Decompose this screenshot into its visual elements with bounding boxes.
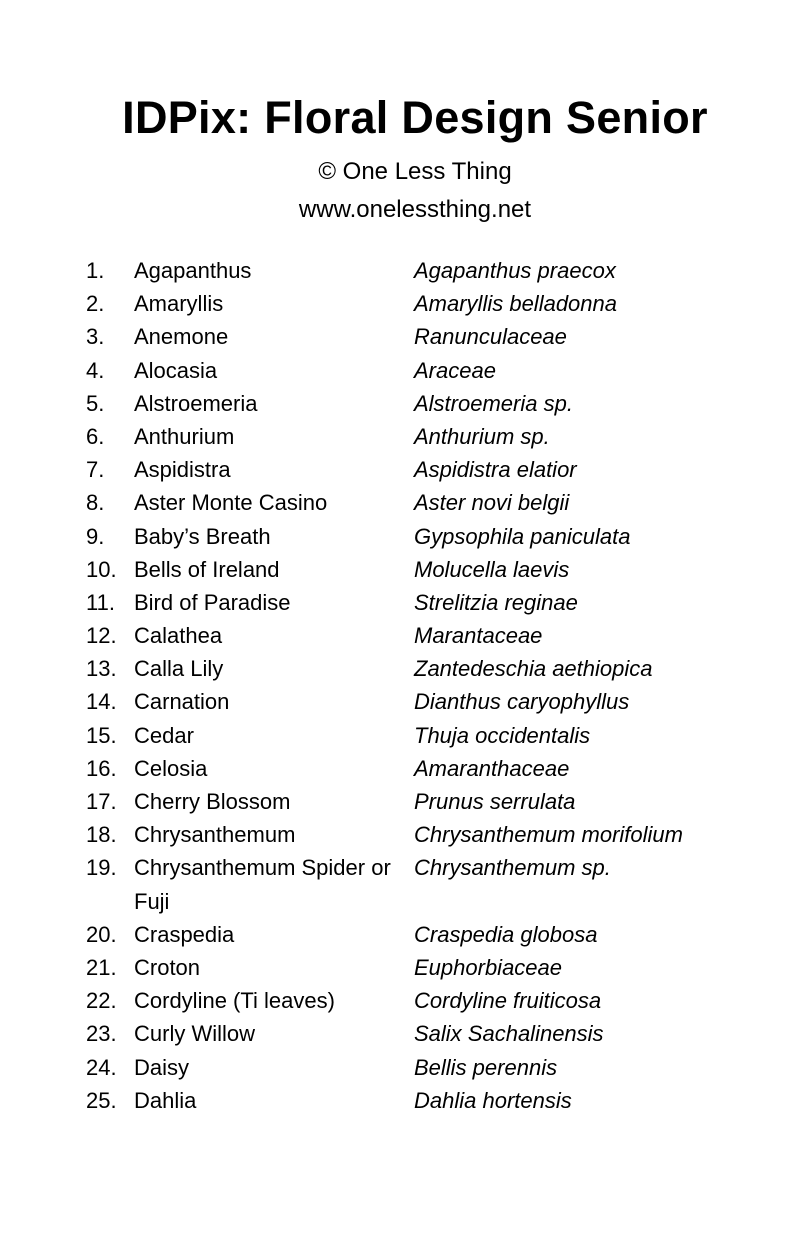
list-item <box>86 619 786 652</box>
common-name: Craspedia <box>134 921 235 947</box>
scientific-name: Gypsophila paniculata <box>414 523 631 549</box>
item-number: 19. <box>86 855 117 881</box>
list-item <box>86 752 786 785</box>
common-name: Baby’s Breath <box>134 523 271 549</box>
common-name: Dahlia <box>134 1087 197 1113</box>
list-item <box>86 818 786 851</box>
list-item <box>86 652 786 685</box>
list-item <box>86 486 786 519</box>
list-item <box>86 851 786 917</box>
scientific-name: Zantedeschia aethiopica <box>414 656 653 682</box>
scientific-name: Molucella laevis <box>414 556 570 582</box>
item-number: 10. <box>86 556 117 582</box>
common-name: Calla Lily <box>134 656 224 682</box>
common-name: Croton <box>134 954 201 980</box>
item-number: 23. <box>86 1021 117 1047</box>
item-number: 5. <box>86 390 105 416</box>
item-number: 12. <box>86 623 117 649</box>
common-name: Celosia <box>134 755 208 781</box>
common-name: Agapanthus <box>134 258 252 283</box>
website-url: www.onelessthing.net <box>298 196 532 223</box>
scientific-name: Euphorbiaceae <box>414 954 563 980</box>
common-name: Anthurium <box>134 423 235 449</box>
list-item <box>86 354 786 387</box>
list-item <box>86 951 786 984</box>
list-item <box>86 320 786 353</box>
scientific-name: Aspidistra elatior <box>414 457 577 483</box>
item-number: 1. <box>86 258 105 283</box>
scientific-name: Anthurium sp. <box>414 423 550 449</box>
common-name: Bells of Ireland <box>134 556 280 582</box>
scientific-name: Dianthus caryophyllus <box>414 689 630 715</box>
list-item <box>86 287 786 320</box>
scientific-name: Araceae <box>414 357 496 383</box>
list-item <box>86 918 786 951</box>
item-number: 20. <box>86 921 117 947</box>
scientific-name: Aster novi belgii <box>414 490 570 516</box>
scientific-name: Agapanthus praecox <box>414 258 616 283</box>
page-title: IDPix: Floral Design Senior <box>122 92 708 143</box>
list-item <box>86 453 786 486</box>
item-number: 11. <box>86 589 115 615</box>
list-item <box>86 785 786 818</box>
item-number: 21. <box>86 954 117 980</box>
scientific-name: Strelitzia reginae <box>414 589 578 615</box>
item-number: 8. <box>86 490 105 516</box>
common-name: Daisy <box>134 1054 190 1080</box>
scientific-name: Cordyline fruiticosa <box>414 988 602 1014</box>
list-item <box>86 685 786 718</box>
list-item <box>86 387 786 420</box>
list-item <box>86 1084 786 1117</box>
item-number: 22. <box>86 988 117 1014</box>
scientific-name: Thuja occidentalis <box>414 722 591 748</box>
list-item <box>86 553 786 586</box>
scientific-name: Amaranthaceae <box>414 755 570 781</box>
item-number: 13. <box>86 656 117 682</box>
list-item <box>86 420 786 453</box>
item-number: 15. <box>86 722 117 748</box>
item-number: 14. <box>86 689 117 715</box>
scientific-name: Chrysanthemum morifolium <box>414 822 683 848</box>
common-name: Alocasia <box>134 357 218 383</box>
copyright-line: © One Less Thing <box>318 158 512 185</box>
list-item <box>86 520 786 553</box>
scientific-name: Bellis perennis <box>414 1054 558 1080</box>
scientific-name: Marantaceae <box>414 623 543 649</box>
common-name: Curly Willow <box>134 1021 255 1047</box>
item-number: 6. <box>86 423 105 449</box>
scientific-name: Chrysanthemum sp. <box>414 855 611 881</box>
item-number: 7. <box>86 457 105 483</box>
common-name: Bird of Paradise <box>134 589 291 615</box>
list-item <box>86 984 786 1017</box>
list-item <box>86 719 786 752</box>
list-item <box>86 1051 786 1084</box>
item-number: 2. <box>86 291 105 317</box>
common-name: Alstroemeria <box>134 390 258 416</box>
item-number: 4. <box>86 357 105 383</box>
common-name: Cordyline (Ti leaves) <box>134 988 335 1014</box>
plant-list <box>86 254 786 1117</box>
scientific-name: Prunus serrulata <box>414 789 576 814</box>
list-item <box>86 586 786 619</box>
scientific-name: Alstroemeria sp. <box>414 390 573 416</box>
common-name: Calathea <box>134 623 223 649</box>
item-number: 3. <box>86 324 105 350</box>
common-name: Chrysanthemum <box>134 822 296 848</box>
list-item <box>86 254 786 287</box>
list-item <box>86 1017 786 1050</box>
item-number: 16. <box>86 755 117 781</box>
scientific-name: Craspedia globosa <box>414 921 598 947</box>
common-name: Aspidistra <box>134 457 231 483</box>
scientific-name: Dahlia hortensis <box>414 1087 572 1113</box>
scientific-name: Ranunculaceae <box>414 324 567 350</box>
common-name: Cherry Blossom <box>134 789 291 814</box>
common-name: Cedar <box>134 722 194 748</box>
item-number: 25. <box>86 1087 117 1113</box>
item-number: 24. <box>86 1054 117 1080</box>
common-name: Carnation <box>134 689 230 715</box>
common-name: Chrysanthemum Spider or Fuji <box>134 855 391 914</box>
scientific-name: Salix Sachalinensis <box>414 1021 604 1047</box>
item-number: 17. <box>86 789 117 814</box>
item-number: 18. <box>86 822 117 848</box>
scientific-name: Amaryllis belladonna <box>414 291 617 317</box>
common-name: Aster Monte Casino <box>134 490 328 516</box>
item-number: 9. <box>86 523 105 549</box>
common-name: Anemone <box>134 324 229 350</box>
common-name: Amaryllis <box>134 291 224 317</box>
